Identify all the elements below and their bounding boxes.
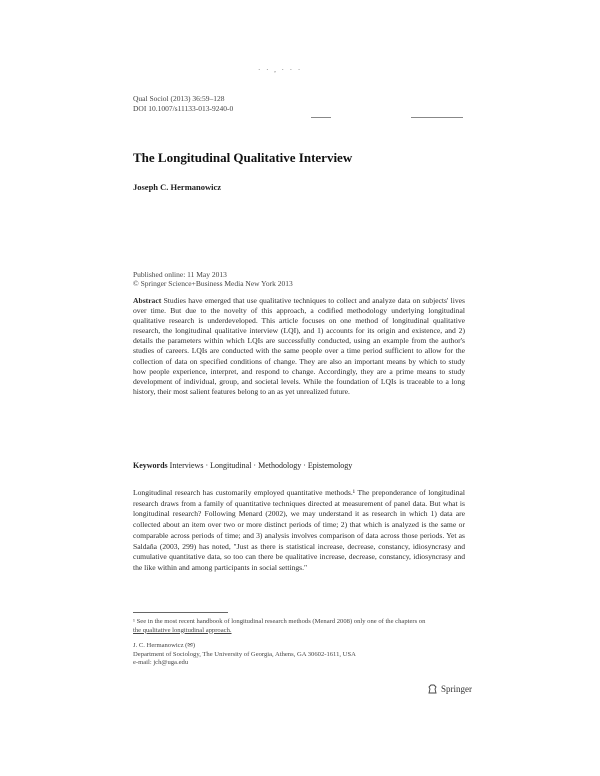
footnote-rule	[133, 612, 228, 613]
footnote-link[interactable]: the qualitative longitudinal approach.	[133, 626, 232, 634]
header-rule-long	[411, 117, 463, 118]
doi: DOI 10.1007/s11133-013-9240-0	[133, 104, 234, 113]
affiliation-name: J. C. Hermanowicz (✉)	[133, 642, 196, 649]
author-affiliation	[133, 642, 356, 668]
footnote-text: ¹ See in the most recent handbook of longitudinal research methods (Menard 2008) only one of the chapters on	[133, 618, 426, 625]
abstract-label: Abstract	[133, 296, 162, 305]
keywords-text: Interviews · Longitudinal · Methodology · Epistemology	[169, 461, 353, 470]
body-paragraph: Longitudinal research has customarily employed quantitative methods.¹ The preponderance of longitudinal research draws from a family of quantitative techniques directed at measurement of panel data. But what is longitudinal research? Following Menard (2002), we may understand it as research in which 1) data are collected about an item over two or more distinct periods of time; 2) that which is analyzed is the same or comparable across periods of time; and 3) analysis involves comparison of data across those periods. Yet as Saldaña (2003, 299) has noted, "Just as there is statistical increase, decrease, constancy, idiosyncrasy and cumulative quantitative data, so too can there be qualitative increase, decrease, constancy, idiosyncrasy and the like within and among participants in social settings."	[133, 488, 465, 572]
keywords-label: Keywords	[133, 461, 168, 470]
publisher-logo	[427, 684, 472, 694]
affiliation-email[interactable]: e-mail: jch@uga.edu	[133, 659, 189, 666]
article-title: The Longitudinal Qualitative Interview	[133, 150, 353, 165]
journal-citation: Qual Sociol (2013) 36:59–128	[133, 94, 225, 103]
publisher-name: Springer	[441, 684, 472, 694]
header-rule-short	[311, 117, 331, 118]
running-head: · · , · · ·	[258, 66, 303, 74]
citation-block	[133, 94, 233, 114]
published-date: Published online: 11 May 2013	[133, 270, 227, 279]
springer-horse-icon	[427, 684, 438, 694]
publication-info	[133, 270, 293, 288]
footnote	[133, 618, 465, 635]
affiliation-dept: Department of Sociology, The University of Georgia, Athens, GA 30602-1611, USA	[133, 650, 356, 658]
author-name: Joseph C. Hermanowicz	[133, 182, 222, 192]
abstract	[133, 296, 465, 397]
keywords	[133, 461, 352, 470]
abstract-text: Studies have emerged that use qualitative techniques to collect and analyze data on subjects' lives over time. But due to the novelty of this approach, a codified methodology underlying longitudinal qualitative research is underdeveloped. This article focuses on one method of longitudinal qualitative research, the longitudinal qualitative interview (LQI), and 1) accounts for its origin and existence, and 2) details the parameters within which LQIs are successfully conducted, using an example from the author's studies of careers. LQIs are conducted with the same people over a time period sufficient to allow for the collection of data on specified conditions of change. They are also an important means by which to study how people experience, interpret, and respond to change. Accordingly, they are a prime means to study development of individual, group, and societal levels. While the foundation of LQIs is traceable to a long history, their most salient features belong to an as yet unrealized future.	[133, 296, 465, 396]
copyright-line: © Springer Science+Business Media New York 2013	[133, 279, 293, 288]
